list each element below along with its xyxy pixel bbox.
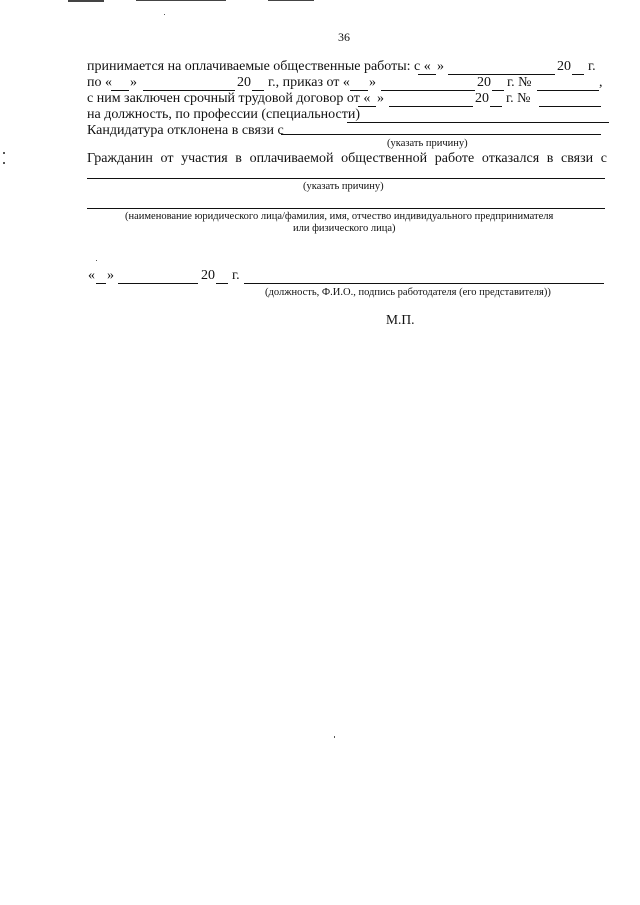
- caption-signature: (должность, Ф.И.О., подпись работодателя (его представителя)): [265, 287, 551, 298]
- scan-speck: [334, 736, 335, 738]
- scan-speck: [164, 14, 165, 15]
- contract-number-label: г. №: [506, 91, 531, 106]
- citizen-refused-text: Гражданин от участия в оплачиваемой общественной работе отказался в связи с: [87, 151, 607, 166]
- blank-day[interactable]: [358, 106, 376, 107]
- blank-day[interactable]: [418, 74, 436, 75]
- year-prefix: 20: [475, 91, 489, 106]
- blank-year[interactable]: [572, 74, 584, 75]
- caption-employer-name-cont: или физического лица): [293, 223, 396, 234]
- comma: ,: [599, 75, 603, 90]
- blank-year[interactable]: [216, 283, 228, 284]
- date-quote-open: «: [88, 268, 95, 283]
- order-from-label: г., приказ от «: [268, 75, 350, 90]
- scan-speck: [3, 152, 5, 154]
- blank-month[interactable]: [389, 106, 473, 107]
- blank-month[interactable]: [118, 283, 198, 284]
- quote-close: »: [437, 59, 444, 74]
- blank-refusal-reason[interactable]: [87, 178, 605, 179]
- quote-close: »: [377, 91, 384, 106]
- blank-contract-number[interactable]: [539, 106, 601, 107]
- position-text: на должность, по профессии (специальности): [87, 107, 360, 122]
- blank-position[interactable]: [347, 122, 609, 123]
- year-prefix: 20: [237, 75, 251, 90]
- scan-edge-mark: [136, 0, 226, 1]
- year-suffix: г.: [232, 268, 240, 283]
- year-suffix: г.: [588, 59, 596, 74]
- blank-year[interactable]: [492, 90, 504, 91]
- scan-edge-mark: [268, 0, 314, 1]
- order-number-label: г. №: [507, 75, 532, 90]
- quote-close: »: [130, 75, 137, 90]
- caption-reason: (указать причину): [303, 181, 384, 192]
- blank-order-number[interactable]: [537, 90, 599, 91]
- candidate-rejected-text: Кандидатура отклонена в связи с: [87, 123, 284, 138]
- blank-month[interactable]: [448, 74, 555, 75]
- scan-edge-mark: [68, 0, 104, 2]
- year-prefix: 20: [477, 75, 491, 90]
- date-to-label: по «: [87, 75, 112, 90]
- blank-rejection-reason[interactable]: [281, 134, 601, 135]
- blank-employer-name[interactable]: [87, 208, 605, 209]
- contract-text: с ним заключен срочный трудовой договор от «: [87, 91, 371, 106]
- blank-month[interactable]: [381, 90, 475, 91]
- caption-employer-name: (наименование юридического лица/фамилия, имя, отчество индивидуального предпринимателя: [125, 211, 554, 222]
- year-prefix: 20: [557, 59, 571, 74]
- blank-signature[interactable]: [244, 283, 604, 284]
- line-public-works-text: принимается на оплачиваемые общественные работы: с «: [87, 59, 431, 74]
- quote-close: »: [369, 75, 376, 90]
- blank-day[interactable]: [96, 283, 106, 284]
- stamp-place: М.П.: [386, 312, 415, 327]
- caption-reason: (указать причину): [387, 138, 468, 149]
- scan-speck: [96, 260, 97, 261]
- date-quote-close: »: [107, 268, 114, 283]
- blank-year[interactable]: [490, 106, 502, 107]
- page-number: 36: [338, 30, 350, 44]
- scan-speck: [3, 162, 5, 164]
- year-prefix: 20: [201, 268, 215, 283]
